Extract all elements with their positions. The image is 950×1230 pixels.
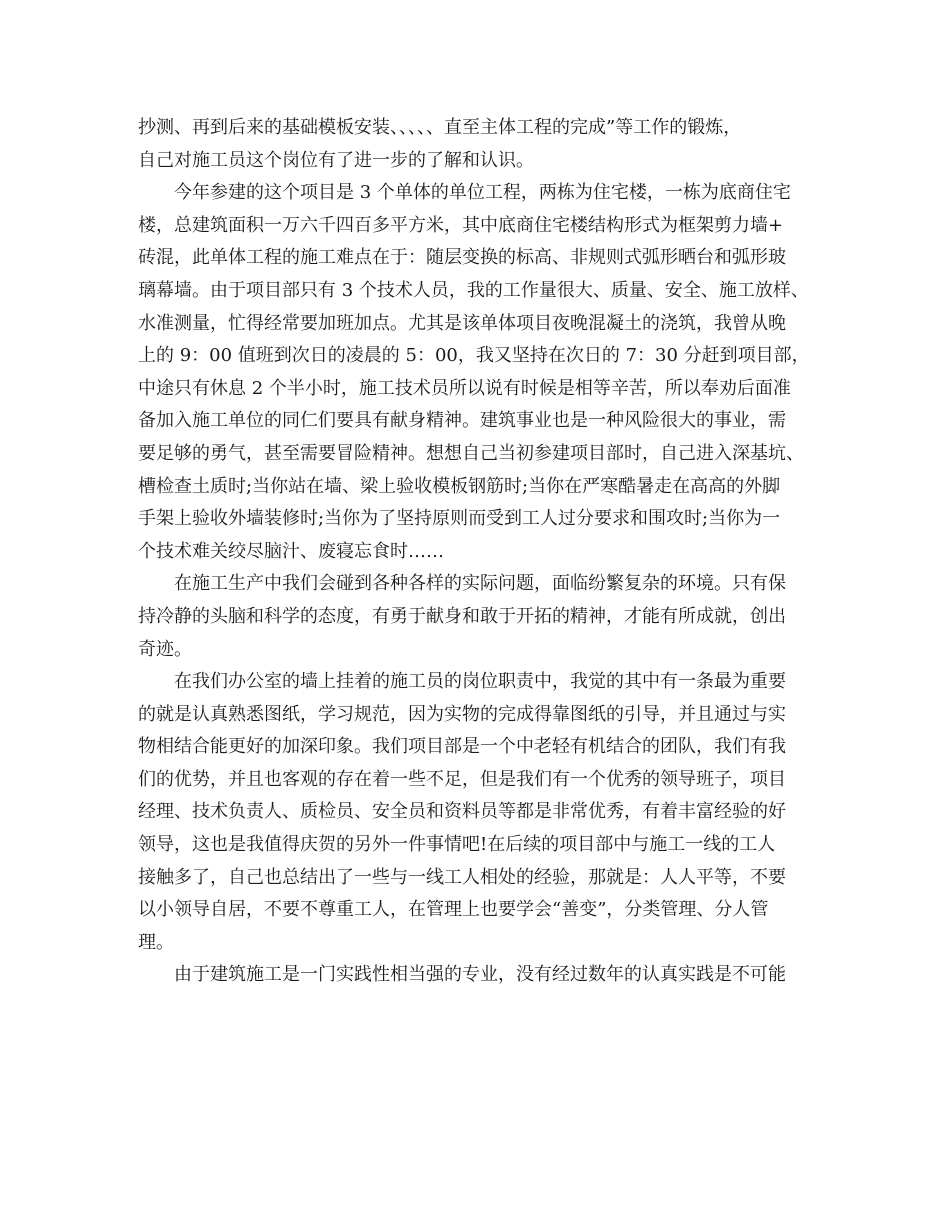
- text-line: 上的 9：00 值班到次日的凌晨的 5：00，我又坚持在次日的 7：30 分赶到项目部，: [138, 345, 810, 367]
- text-line: 的就是认真熟悉图纸，学习规范，因为实物的完成得靠图纸的引导，并且通过与实: [138, 703, 786, 725]
- text-line: 们的优势，并且也客观的存在着一些不足，但是我们有一个优秀的领导班子，项目: [138, 768, 786, 790]
- text-line: 接触多了，自己也总结出了一些与一线工人相处的经验，那就是：人人平等，不要: [138, 866, 786, 888]
- body-text: [138, 112, 838, 992]
- text-line: 物相结合能更好的加深印象。我们项目部是一个中老轻有机结合的团队，我们有我: [138, 736, 786, 758]
- text-line: 水准测量，忙得经常要加班加点。尤其是该单体项目夜晚混凝土的浇筑，我曾从晚: [138, 312, 786, 334]
- text-line: 砖混，此单体工程的施工难点在于：随层变换的标高、非规则式弧形晒台和弧形玻: [138, 247, 786, 269]
- paragraph-first-line: 由于建筑施工是一门实践性相当强的专业，没有经过数年的认真实践是不可能: [174, 964, 786, 986]
- text-line: 备加入施工单位的同仁们要具有献身精神。建筑事业也是一种风险很大的事业，需: [138, 410, 786, 432]
- text-line: 持冷静的头脑和科学的态度，有勇于献身和敢于开拓的精神，才能有所成就，创出: [138, 605, 786, 627]
- text-line: 槽检查土质时;当你站在墙、梁上验收模板钢筋时;当你在严寒酷暑走在高高的外脚: [138, 475, 781, 497]
- text-line: 中途只有休息 2 个半小时，施工技术员所以说有时候是相等辛苦，所以奉劝后面准: [138, 377, 791, 399]
- text-line: 经理、技术负责人、质检员、安全员和资料员等都是非常优秀，有着丰富经验的好: [138, 801, 786, 823]
- text-line: 抄测、再到后来的基础模板安装、、、、、直至主体工程的完成”等工作的锻炼，: [138, 117, 742, 138]
- text-line: 要足够的勇气，甚至需要冒险精神。想想自己当初参建项目部时，自己进入深基坑、: [138, 442, 804, 464]
- text-line: 璃幕墙。由于项目部只有 3 个技术人员，我的工作量很大、质量、安全、施工放样、: [138, 279, 809, 301]
- paragraph-first-line: 在我们办公室的墙上挂着的施工员的岗位职责中，我觉的其中有一条最为重要: [174, 671, 786, 693]
- text-line: 理。: [138, 931, 174, 953]
- text-line: 手架上验收外墙装修时;当你为了坚持原则而受到工人过分要求和围攻时;当你为一: [138, 508, 781, 530]
- text-line: 奇迹。: [138, 638, 192, 660]
- text-line: 个技术难关绞尽脑汁、废寝忘食时……: [138, 540, 444, 562]
- paragraph-first-line: 在施工生产中我们会碰到各种各样的实际问题，面临纷繁复杂的环境。只有保: [174, 573, 786, 595]
- text-line: 以小领导自居，不要不尊重工人，在管理上也要学会“善变”，分类管理、分人管: [138, 899, 769, 921]
- paragraph-first-line: 今年参建的这个项目是 3 个单体的单位工程，两栋为住宅楼，一栋为底商住宅: [174, 182, 791, 204]
- text-line: 领导，这也是我值得庆贺的另外一件事情吧!在后续的项目部中与施工一线的工人: [138, 834, 776, 856]
- text-line: 自己对施工员这个岗位有了进一步的了解和认识。: [138, 149, 534, 171]
- text-line: 楼，总建筑面积一万六千四百多平方米，其中底商住宅楼结构形式为框架剪力墙+: [138, 214, 784, 236]
